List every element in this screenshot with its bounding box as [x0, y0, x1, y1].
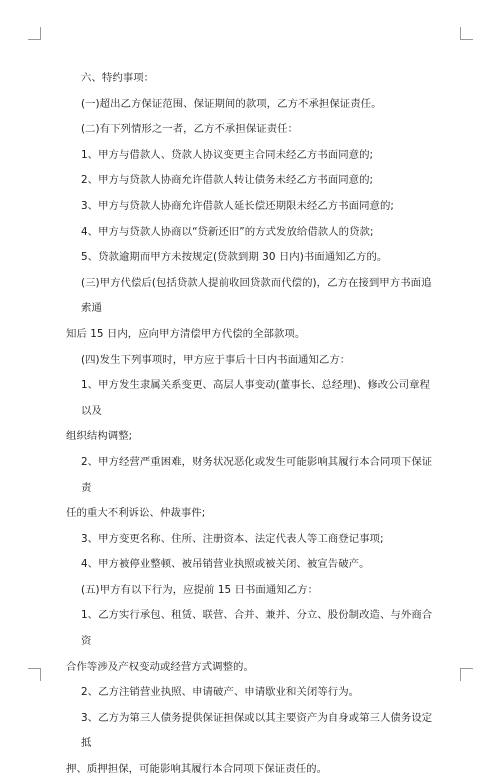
paragraph: 4、甲方与贷款人协商以“贷新还旧”的方式发放给借款人的贷款; — [81, 225, 374, 238]
crop-mark-bottom-right — [460, 668, 473, 681]
paragraph: 2、甲方与贷款人协商允许借款人转让债务未经乙方书面同意的; — [81, 174, 374, 187]
paragraph-line-continued: 知后 15 日内，应向甲方清偿甲方代偿的全部款项。 — [66, 327, 306, 340]
paragraph-line: 2、甲方经营严重困难，财务状况恶化或发生可能影响其履行本合同项下保证责 — [81, 455, 433, 494]
paragraph: 六、特约事项： — [81, 72, 155, 84]
paragraph: (一)超出乙方保证范围、保证期间的款项，乙方不承担保证责任。 — [81, 97, 382, 110]
paragraph-line-continued: 任的重大不利诉讼、仲裁事件; — [66, 507, 206, 520]
crop-mark-bottom-left — [28, 668, 41, 681]
paragraph: 5、贷款逾期而甲方未按规定(贷款到期 30 日内)书面通知乙方的。 — [81, 251, 388, 264]
paragraph-line: 3、乙方为第三人债务提供保证担保或以其主要资产为自身或第三人债务设定抵 — [81, 711, 433, 750]
crop-mark-top-left — [28, 27, 41, 40]
paragraph-line-continued: 押、质押担保，可能影响其履行本合同项下保证责任的。 — [66, 763, 328, 776]
paragraph: (五)甲方有以下行为，应提前 15 日书面通知乙方： — [81, 583, 319, 596]
paragraph-line: (三)甲方代偿后(包括贷款人提前收回贷款而代偿的)，乙方在接到甲方书面追索通 — [81, 276, 432, 315]
paragraph-line: 1、甲方发生隶属关系变更、高层人事变动(董事长、总经理)、修改公司章程以及 — [81, 379, 430, 417]
paragraph: 3、甲方变更名称、住所、注册资本、法定代表人等工商登记事项; — [81, 532, 384, 545]
paragraph: (四)发生下列事项时，甲方应于事后十日内书面通知乙方： — [81, 353, 351, 366]
document-body — [66, 66, 435, 783]
paragraph-line-continued: 合作等涉及产权变动或经营方式调整的。 — [66, 660, 254, 673]
paragraph: 3、甲方与贷款人协商允许借款人延长偿还期限未经乙方书面同意的; — [81, 199, 394, 212]
paragraph: 1、甲方与借款人、贷款人协议变更主合同未经乙方书面同意的; — [81, 148, 374, 161]
paragraph: 2、乙方注销营业执照、申请破产、申请歇业和关闭等行为。 — [81, 686, 360, 699]
paragraph-line-continued: 组织结构调整; — [66, 430, 133, 443]
crop-mark-top-right — [460, 27, 473, 40]
paragraph: (二)有下列情形之一者，乙方不承担保证责任： — [81, 123, 299, 136]
paragraph-line: 1、乙方实行承包、租赁、联营、合并、兼并、分立、股份制改造、与外商合资 — [81, 609, 433, 648]
paragraph: 4、甲方被停业整顿、被吊销营业执照或被关闭、被宣告破产。 — [81, 558, 370, 571]
